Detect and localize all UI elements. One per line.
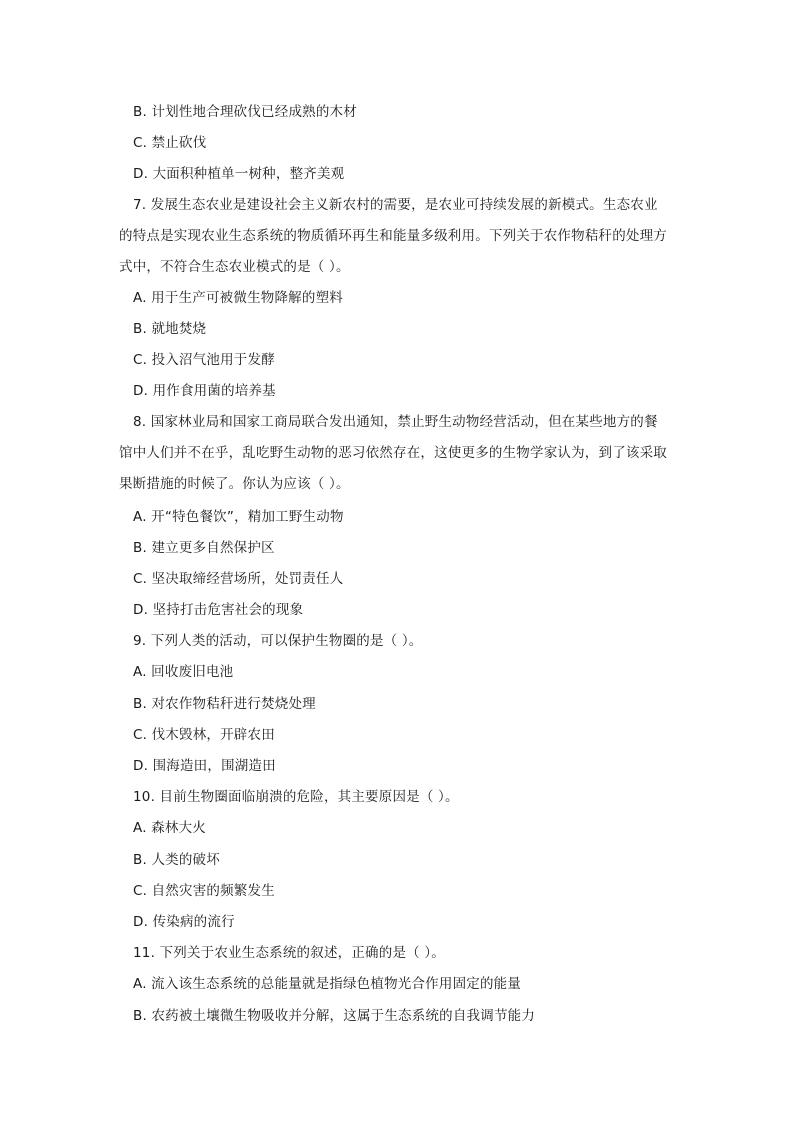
q11-option-a: A. 流入该生态系统的总能量就是指绿色植物光合作用固定的能量 bbox=[133, 976, 522, 992]
q7-stem-line-1: 7. 发展生态农业是建设社会主义新农村的需要，是农业可持续发展的新模式。生态农业 bbox=[133, 197, 658, 213]
q10-stem: 10. 目前生物圈面临崩溃的危险，其主要原因是（ ）。 bbox=[133, 789, 459, 805]
q9-option-a: A. 回收废旧电池 bbox=[133, 664, 234, 680]
q6-option-d: D. 大面积种植单一树种，整齐美观 bbox=[133, 166, 345, 182]
q9-option-d: D. 围海造田，围湖造田 bbox=[133, 758, 276, 774]
q11-stem: 11. 下列关于农业生态系统的叙述，正确的是（ ）。 bbox=[133, 945, 446, 961]
q8-option-b: B. 建立更多自然保护区 bbox=[133, 540, 275, 556]
q7-stem-line-2: 的特点是实现农业生态系统的物质循环再生和能量多级利用。下列关于农作物秸秆的处理方 bbox=[119, 228, 667, 244]
q9-option-c: C. 伐木毁林，开辟农田 bbox=[133, 727, 275, 743]
q8-stem-line-3: 果断措施的时候了。你认为应该（ ）。 bbox=[119, 476, 350, 492]
q7-option-c: C. 投入沼气池用于发酵 bbox=[133, 352, 275, 368]
q7-stem-line-3: 式中，不符合生态农业模式的是（ ）。 bbox=[119, 259, 350, 275]
q10-option-d: D. 传染病的流行 bbox=[133, 914, 235, 930]
q8-stem-line-2: 馆中人们并不在乎，乱吃野生动物的恶习依然存在，这使更多的生物学家认为，到了该采取 bbox=[119, 445, 667, 461]
q7-option-d: D. 用作食用菌的培养基 bbox=[133, 383, 276, 399]
q8-option-a: A. 开“特色餐饮”，精加工野生动物 bbox=[133, 509, 344, 525]
q6-option-c: C. 禁止砍伐 bbox=[133, 135, 207, 151]
q11-option-b: B. 农药被土壤微生物吸收并分解，这属于生态系统的自我调节能力 bbox=[133, 1008, 536, 1024]
q10-option-b: B. 人类的破坏 bbox=[133, 852, 220, 868]
q10-option-a: A. 森林大火 bbox=[133, 820, 206, 836]
q8-option-d: D. 坚持打击危害社会的现象 bbox=[133, 602, 304, 618]
q7-option-b: B. 就地焚烧 bbox=[133, 321, 207, 337]
q7-option-a: A. 用于生产可被微生物降解的塑料 bbox=[133, 290, 343, 306]
q6-option-b: B. 计划性地合理砍伐已经成熟的木材 bbox=[133, 104, 357, 120]
q9-stem: 9. 下列人类的活动，可以保护生物圈的是（ ）。 bbox=[133, 633, 423, 649]
q8-option-c: C. 坚决取缔经营场所，处罚责任人 bbox=[133, 571, 344, 587]
q9-option-b: B. 对农作物秸秆进行焚烧处理 bbox=[133, 696, 316, 712]
q8-stem-line-1: 8. 国家林业局和国家工商局联合发出通知，禁止野生动物经营活动，但在某些地方的餐 bbox=[133, 414, 658, 430]
q10-option-c: C. 自然灾害的频繁发生 bbox=[133, 883, 275, 899]
